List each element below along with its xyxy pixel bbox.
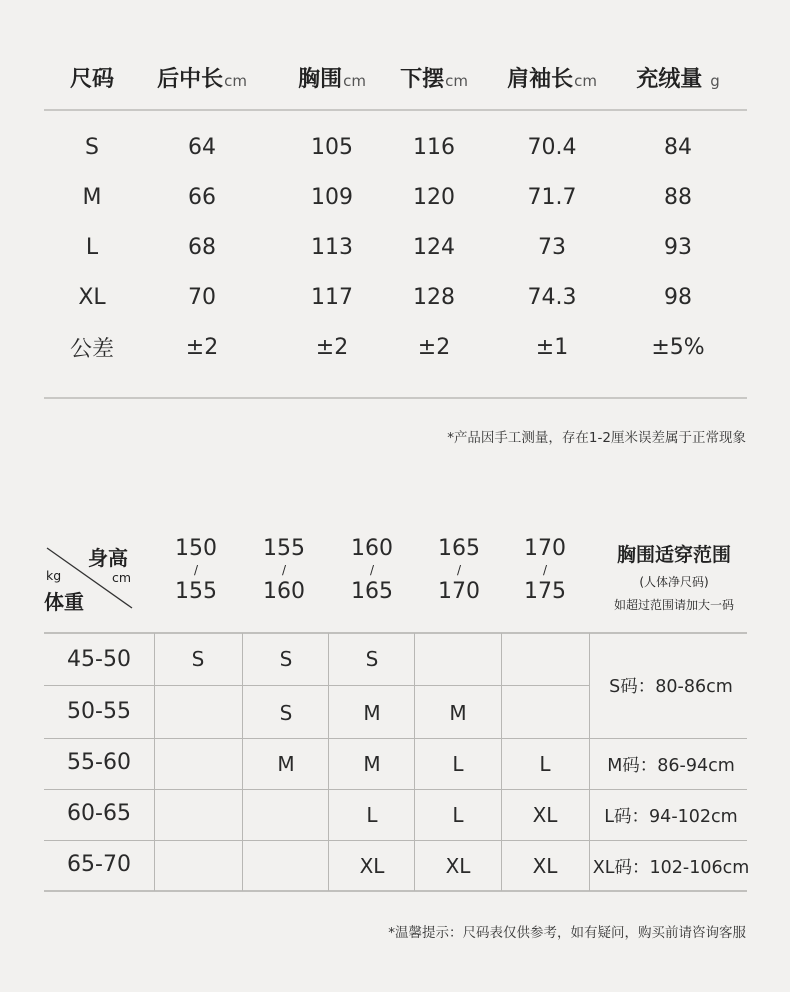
- size-value: ±5%: [651, 334, 705, 360]
- height-range-header: [166, 536, 226, 604]
- weight-unit: kg: [46, 568, 62, 583]
- size-value: 74.3: [527, 284, 577, 310]
- height-value: 165: [351, 579, 393, 604]
- height-value: 165: [438, 536, 480, 561]
- size-label: M: [82, 184, 102, 210]
- measurement-note: *产品因手工测量，存在1-2厘米误差属于正常现象: [447, 430, 746, 446]
- size-value: 68: [188, 234, 216, 260]
- header-label: 下摆: [400, 67, 445, 92]
- header-label: 尺码: [69, 67, 114, 92]
- height-label: 身高: [88, 546, 128, 570]
- height-range-header: [254, 536, 314, 604]
- size-value: ±2: [315, 334, 349, 360]
- recommended-size: M: [363, 701, 381, 725]
- recommended-size: S: [365, 647, 379, 671]
- recommended-size: [415, 634, 501, 684]
- size-value: 128: [413, 284, 455, 310]
- height-unit: cm: [112, 570, 132, 585]
- size-value: 66: [188, 184, 216, 210]
- recommended-size: [155, 841, 241, 891]
- recommended-size: [155, 739, 241, 789]
- recommended-size: [502, 688, 588, 738]
- height-separator: /: [281, 563, 287, 577]
- chest-range-title: 胸围适穿范围: [616, 544, 731, 566]
- header-label: 充绒量: [636, 67, 703, 92]
- height-value: 170: [438, 579, 480, 604]
- height-separator: /: [193, 563, 199, 577]
- recommended-size: XL: [532, 803, 558, 827]
- size-value: ±2: [185, 334, 219, 360]
- height-value: 160: [351, 536, 393, 561]
- recommended-size: L: [539, 752, 551, 776]
- size-value: 73: [538, 234, 566, 260]
- size-value: 109: [311, 184, 353, 210]
- recommended-size: [243, 841, 329, 891]
- height-value: 175: [524, 579, 566, 604]
- header-size: [44, 62, 140, 102]
- recommended-size: [243, 790, 329, 840]
- divider: [44, 109, 747, 111]
- size-value: ±1: [535, 334, 569, 360]
- weight-range: 60-65: [67, 800, 131, 826]
- size-label: 公差: [69, 336, 114, 362]
- height-value: 160: [263, 579, 305, 604]
- size-value: 124: [413, 234, 455, 260]
- recommended-size: [502, 634, 588, 684]
- size-value: 71.7: [527, 184, 577, 210]
- size-value: 93: [664, 234, 692, 260]
- size-value: 98: [664, 284, 692, 310]
- recommended-size: M: [449, 701, 467, 725]
- recommended-size: L: [366, 803, 378, 827]
- recommended-size: [155, 688, 241, 738]
- height-separator: /: [456, 563, 462, 577]
- weight-range: 50-55: [67, 698, 131, 724]
- recommended-size: M: [363, 752, 381, 776]
- size-label: S: [85, 134, 99, 160]
- header-label: 后中长: [157, 67, 224, 92]
- recommended-size: L: [452, 803, 464, 827]
- height-value: 150: [175, 536, 217, 561]
- recommended-size: S: [279, 701, 293, 725]
- header-chest: [272, 62, 392, 102]
- weight-range: 65-70: [67, 851, 131, 877]
- chest-range-m: M码：86-94cm: [607, 755, 735, 776]
- size-label: XL: [78, 284, 106, 310]
- recommended-size: S: [191, 647, 205, 671]
- size-value: ±2: [417, 334, 451, 360]
- size-value: 70.4: [527, 134, 577, 160]
- header-unit: cm: [574, 72, 597, 90]
- height-separator: /: [542, 563, 548, 577]
- weight-range: 55-60: [67, 749, 131, 775]
- divider: [44, 397, 747, 399]
- size-value: 120: [413, 184, 455, 210]
- size-value: 88: [664, 184, 692, 210]
- size-value: 70: [188, 284, 216, 310]
- chest-range-xl: XL码：102-106cm: [592, 857, 750, 878]
- header-down-fill: [618, 62, 738, 102]
- header-unit: cm: [224, 72, 247, 90]
- header-back-length: [140, 62, 264, 102]
- recommended-size: XL: [532, 854, 558, 878]
- size-value: 64: [188, 134, 216, 160]
- chest-range-subtitle: (人体净尺码): [639, 575, 709, 589]
- header-unit: g: [710, 72, 720, 90]
- recommended-size: XL: [359, 854, 385, 878]
- recommended-size: L: [452, 752, 464, 776]
- recommended-size: [155, 790, 241, 840]
- height-range-header: [515, 536, 575, 604]
- chest-range-l: L码：94-102cm: [604, 806, 738, 827]
- recommended-size: XL: [445, 854, 471, 878]
- header-hem: [384, 62, 484, 102]
- size-label: L: [85, 234, 99, 260]
- size-value: 113: [311, 234, 353, 260]
- size-value: 117: [311, 284, 353, 310]
- size-value: 84: [664, 134, 692, 160]
- header-sleeve: [490, 62, 614, 102]
- weight-range: 45-50: [67, 646, 131, 672]
- chest-range-header: [598, 540, 750, 613]
- height-value: 170: [524, 536, 566, 561]
- height-separator: /: [369, 563, 375, 577]
- weight-label: 体重: [44, 590, 84, 614]
- header-unit: cm: [343, 72, 366, 90]
- reference-note: *温馨提示：尺码表仅供参考，如有疑问，购买前请咨询客服: [388, 925, 746, 941]
- height-value: 155: [263, 536, 305, 561]
- header-label: 肩袖长: [507, 67, 574, 92]
- chest-range-s: S码：80-86cm: [609, 676, 733, 697]
- size-value: 105: [311, 134, 353, 160]
- chest-range-hint: 如超过范围请加大一码: [613, 598, 734, 612]
- height-range-header: [342, 536, 402, 604]
- recommended-size: S: [279, 647, 293, 671]
- height-range-header: [429, 536, 489, 604]
- recommended-size: M: [277, 752, 295, 776]
- header-label: 胸围: [298, 67, 343, 92]
- size-value: 116: [413, 134, 455, 160]
- header-unit: cm: [445, 72, 468, 90]
- height-value: 155: [175, 579, 217, 604]
